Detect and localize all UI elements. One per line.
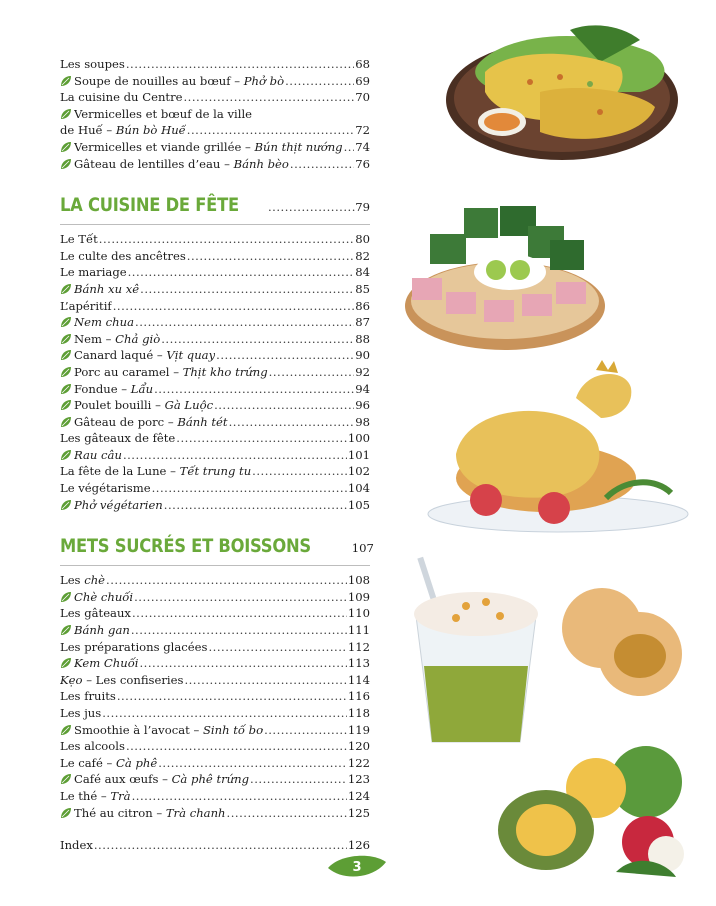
toc-page-number: 109 xyxy=(347,589,370,604)
toc-page-number: 125 xyxy=(347,805,370,820)
toc-page-number: 92 xyxy=(355,364,370,379)
toc-page-number: 111 xyxy=(347,623,370,638)
toc-entry-label: Nem – Chả giò xyxy=(74,331,161,346)
banh-xeo-plate-illustration xyxy=(440,22,690,162)
toc-entry-label: Les gâteaux xyxy=(60,606,131,621)
leader-dots xyxy=(135,314,354,331)
toc-page-number: 110 xyxy=(347,606,370,621)
leader-dots xyxy=(128,264,355,281)
toc-entry-label: La cuisine du Centre xyxy=(60,90,183,105)
leaf-bullet-icon xyxy=(60,283,73,295)
leader-dots xyxy=(113,298,355,315)
toc-entry[interactable] xyxy=(60,805,370,822)
toc-page-number: 69 xyxy=(355,73,370,88)
toc-entry[interactable] xyxy=(60,447,370,464)
toc-entry[interactable] xyxy=(60,73,370,90)
leader-dots xyxy=(214,397,354,414)
toc-entry-label: Poulet bouilli – Gà Luộc xyxy=(74,398,214,413)
toc-page-number: 80 xyxy=(355,232,370,247)
toc-entry[interactable] xyxy=(60,605,370,622)
toc-entry[interactable] xyxy=(60,589,370,606)
toc-entry[interactable] xyxy=(60,397,370,414)
toc-page-number: 72 xyxy=(355,123,370,138)
boiled-chicken-illustration xyxy=(426,358,690,538)
page-number-badge xyxy=(326,852,388,882)
leaf-bullet-icon xyxy=(60,141,73,153)
toc-entry-label: Les fruits xyxy=(60,689,116,704)
leader-dots xyxy=(252,463,347,480)
toc-entry-label: Phở végétarien xyxy=(74,497,163,512)
toc-page-number: 122 xyxy=(347,755,370,770)
toc-page-number: 82 xyxy=(355,248,370,263)
toc-entry-label: Kẹo – Les confiseries xyxy=(60,672,184,687)
toc-entry-label: Le café – Cà phê xyxy=(60,755,158,770)
section-title: LA CUISINE DE FÊTE xyxy=(60,194,239,217)
toc-entry-label: Le végétarisme xyxy=(60,481,151,496)
leaf-bullet-icon xyxy=(60,416,73,428)
section-heading[interactable] xyxy=(60,194,370,222)
toc-entry-label: Les préparations glacées xyxy=(60,639,208,654)
toc-entry-label: Kem Chuối xyxy=(74,656,139,671)
toc-entry[interactable] xyxy=(60,264,370,281)
toc-entry[interactable] xyxy=(60,655,370,672)
toc-page-number: 96 xyxy=(355,398,370,413)
section-title: METS SUCRÉS ET BOISSONS xyxy=(60,535,311,558)
toc-entry-index[interactable] xyxy=(60,837,370,854)
leaf-bullet-icon xyxy=(60,591,73,603)
leader-dots xyxy=(268,200,355,214)
leader-dots xyxy=(102,705,347,722)
leader-dots xyxy=(140,655,347,672)
leader-dots xyxy=(99,231,354,248)
leaf-bullet-icon xyxy=(60,624,73,636)
leaf-bullet-icon xyxy=(60,349,73,361)
leader-dots xyxy=(290,156,354,173)
toc-page-number: 76 xyxy=(355,156,370,171)
toc-entry-label: Le Tết xyxy=(60,232,98,247)
toc-page-number: 85 xyxy=(355,281,370,296)
leader-dots xyxy=(140,281,354,298)
toc-page-number: 120 xyxy=(347,739,370,754)
toc-entry-label: Gâteau de porc – Bánh tét xyxy=(74,414,228,429)
leaf-bullet-icon xyxy=(60,657,73,669)
leader-dots xyxy=(184,672,346,689)
toc-entry-label: Les jus xyxy=(60,706,102,720)
toc-entry[interactable] xyxy=(60,688,370,705)
toc-entry[interactable] xyxy=(60,381,370,398)
toc-entry-label: Index xyxy=(60,838,93,853)
leader-dots xyxy=(227,805,347,822)
toc-entry-label: Canard laqué – Vịt quay xyxy=(74,348,216,363)
leaf-bullet-icon xyxy=(60,449,73,461)
toc-page-number: 88 xyxy=(355,331,370,346)
toc-entry[interactable] xyxy=(60,156,370,173)
leader-dots xyxy=(229,414,355,431)
toc-entry[interactable] xyxy=(60,414,370,431)
toc-page-number: 68 xyxy=(355,57,370,71)
toc-page-number: 100 xyxy=(347,431,370,446)
leader-dots xyxy=(161,331,354,348)
leader-dots xyxy=(94,837,347,854)
leader-dots xyxy=(106,572,347,589)
toc-page-number: 104 xyxy=(347,481,370,496)
toc-page-number: 101 xyxy=(347,447,370,462)
leaf-bullet-icon xyxy=(60,807,73,819)
toc-entry-label: Fondue – Lẩu xyxy=(74,381,154,396)
toc-entry-label: Le mariage xyxy=(60,265,127,280)
leader-dots xyxy=(126,738,347,755)
toc-entry[interactable] xyxy=(60,738,370,755)
toc-page-number: 87 xyxy=(355,315,370,330)
toc-entry-label: de Huế – Bún bò Huế xyxy=(60,123,186,138)
leader-dots xyxy=(216,347,354,364)
leaf-bullet-icon xyxy=(60,724,73,736)
leader-dots xyxy=(164,497,347,514)
heading-divider xyxy=(60,565,370,566)
leader-dots xyxy=(344,139,355,156)
toc-entry[interactable] xyxy=(60,430,370,447)
leader-dots xyxy=(117,688,347,705)
leader-dots xyxy=(134,589,347,606)
leader-dots xyxy=(154,381,354,398)
toc-page-number: 86 xyxy=(355,298,370,313)
banh-chung-platter-illustration xyxy=(400,196,610,356)
leader-dots xyxy=(158,755,347,772)
toc-entry[interactable] xyxy=(60,672,370,689)
toc-entry-label: Porc au caramel – Thịt kho trứng xyxy=(74,364,268,379)
toc-page-number: 126 xyxy=(347,838,370,853)
toc-entry[interactable] xyxy=(60,248,370,265)
leader-dots xyxy=(126,56,354,73)
toc-entry[interactable] xyxy=(60,622,370,639)
toc-entry-label: Bánh xu xê xyxy=(74,281,140,296)
toc-page-number: 74 xyxy=(355,139,370,154)
section-page-number: 107 xyxy=(351,541,374,556)
leader-dots xyxy=(123,447,347,464)
leader-dots xyxy=(132,605,347,622)
toc-page-number: 108 xyxy=(347,573,370,588)
leaf-bullet-icon xyxy=(60,333,73,345)
page-number: 3 xyxy=(352,859,362,875)
leader-dots xyxy=(250,771,347,788)
toc-page-number: 113 xyxy=(347,656,370,671)
table-of-contents xyxy=(60,56,374,854)
leader-dots xyxy=(183,89,354,106)
toc-page-number: 114 xyxy=(347,672,370,687)
toc-page-number: 70 xyxy=(355,90,370,105)
toc-page-number: 84 xyxy=(355,265,370,280)
leader-dots xyxy=(131,622,347,639)
leaf-bullet-icon xyxy=(60,399,73,411)
leader-dots xyxy=(264,722,347,739)
leaf-bullet-icon xyxy=(60,75,73,87)
leader-dots xyxy=(176,430,347,447)
toc-entry-label: L’apéritif xyxy=(60,298,112,313)
leader-dots xyxy=(187,248,354,265)
toc-entry[interactable] xyxy=(60,771,370,788)
toc-entry[interactable] xyxy=(60,231,370,248)
toc-entry[interactable] xyxy=(60,139,370,156)
toc-entry[interactable] xyxy=(60,347,370,364)
toc-entry[interactable] xyxy=(60,331,370,348)
toc-page-number: 119 xyxy=(347,722,370,737)
toc-entry-label: Smoothie à l’avocat – Sinh tố bơ xyxy=(74,722,264,737)
toc-entry-label: Vermicelles et bœuf de la ville xyxy=(74,106,253,121)
tropical-fruits-illustration xyxy=(486,712,700,882)
toc-entry[interactable] xyxy=(60,56,370,73)
toc-entry[interactable] xyxy=(60,463,370,480)
toc-entry[interactable] xyxy=(60,106,370,123)
toc-entry-label: Le culte des ancêtres xyxy=(60,248,186,263)
toc-entry-label: Gâteau de lentilles d’eau – Bánh bèo xyxy=(74,156,289,171)
toc-page-number: 123 xyxy=(347,772,370,787)
toc-entry[interactable] xyxy=(60,497,370,514)
leader-dots xyxy=(132,788,347,805)
toc-entry-label: Thé au citron – Trà chanh xyxy=(74,805,226,820)
toc-entry[interactable] xyxy=(60,705,370,722)
leaf-bullet-icon xyxy=(60,366,73,378)
leaf-bullet-icon xyxy=(60,773,73,785)
toc-page-number: 124 xyxy=(347,788,370,803)
toc-entry[interactable] xyxy=(60,364,370,381)
leader-dots xyxy=(152,480,347,497)
toc-entry-label: Vermicelles et viande grillée – Bún thịt nướng xyxy=(74,139,343,154)
heading-divider xyxy=(60,224,370,225)
toc-entry[interactable] xyxy=(60,89,370,106)
toc-entry-label: Le thé – Trà xyxy=(60,788,131,803)
toc-entry[interactable] xyxy=(60,480,370,497)
toc-entry[interactable] xyxy=(60,639,370,656)
toc-page-number: 94 xyxy=(355,381,370,396)
leaf-bullet-icon xyxy=(60,499,73,511)
leaf-bullet-icon xyxy=(60,316,73,328)
toc-entry[interactable] xyxy=(60,755,370,772)
section-heading[interactable] xyxy=(60,535,374,563)
leader-dots xyxy=(208,639,346,656)
sesame-balls-illustration xyxy=(558,582,688,702)
toc-page-number: 118 xyxy=(347,706,370,720)
toc-entry-label: Chè chuối xyxy=(74,589,134,604)
toc-entry-label: Bánh gan xyxy=(74,623,130,638)
toc-page-number: 112 xyxy=(347,639,370,654)
toc-page-number: 98 xyxy=(355,414,370,429)
leaf-bullet-icon xyxy=(60,108,73,120)
leader-dots xyxy=(269,364,355,381)
section-page-number: 79 xyxy=(355,200,370,215)
toc-entry[interactable] xyxy=(60,281,370,298)
leaf-bullet-icon xyxy=(60,383,73,395)
toc-entry-label: Les alcools xyxy=(60,739,125,754)
toc-page-number: 102 xyxy=(347,464,370,479)
toc-entry[interactable] xyxy=(60,298,370,315)
toc-entry-label: Les chè xyxy=(60,573,106,588)
toc-entry[interactable] xyxy=(60,788,370,805)
toc-page-number: 90 xyxy=(355,348,370,363)
toc-page-number: 116 xyxy=(347,689,370,704)
toc-entry-label: Rau câu xyxy=(74,447,122,462)
toc-entry-label: La fête de la Lune – Tết trung tu xyxy=(60,464,252,479)
toc-entry-label: Les soupes xyxy=(60,57,125,71)
leader-dots xyxy=(285,73,354,90)
toc-entry-label: Café aux œufs – Cà phê trứng xyxy=(74,772,250,787)
toc-entry[interactable] xyxy=(60,122,370,139)
toc-entry[interactable] xyxy=(60,572,370,589)
leader-dots xyxy=(187,122,354,139)
toc-entry-label: Soupe de nouilles au bœuf – Phở bò xyxy=(74,73,285,88)
toc-entry[interactable] xyxy=(60,314,370,331)
toc-entry-label: Les gâteaux de fête xyxy=(60,431,176,446)
toc-entry[interactable] xyxy=(60,722,370,739)
toc-page-number: 105 xyxy=(347,497,370,512)
toc-entry-label: Nem chua xyxy=(74,315,135,330)
leaf-bullet-icon xyxy=(60,158,73,170)
